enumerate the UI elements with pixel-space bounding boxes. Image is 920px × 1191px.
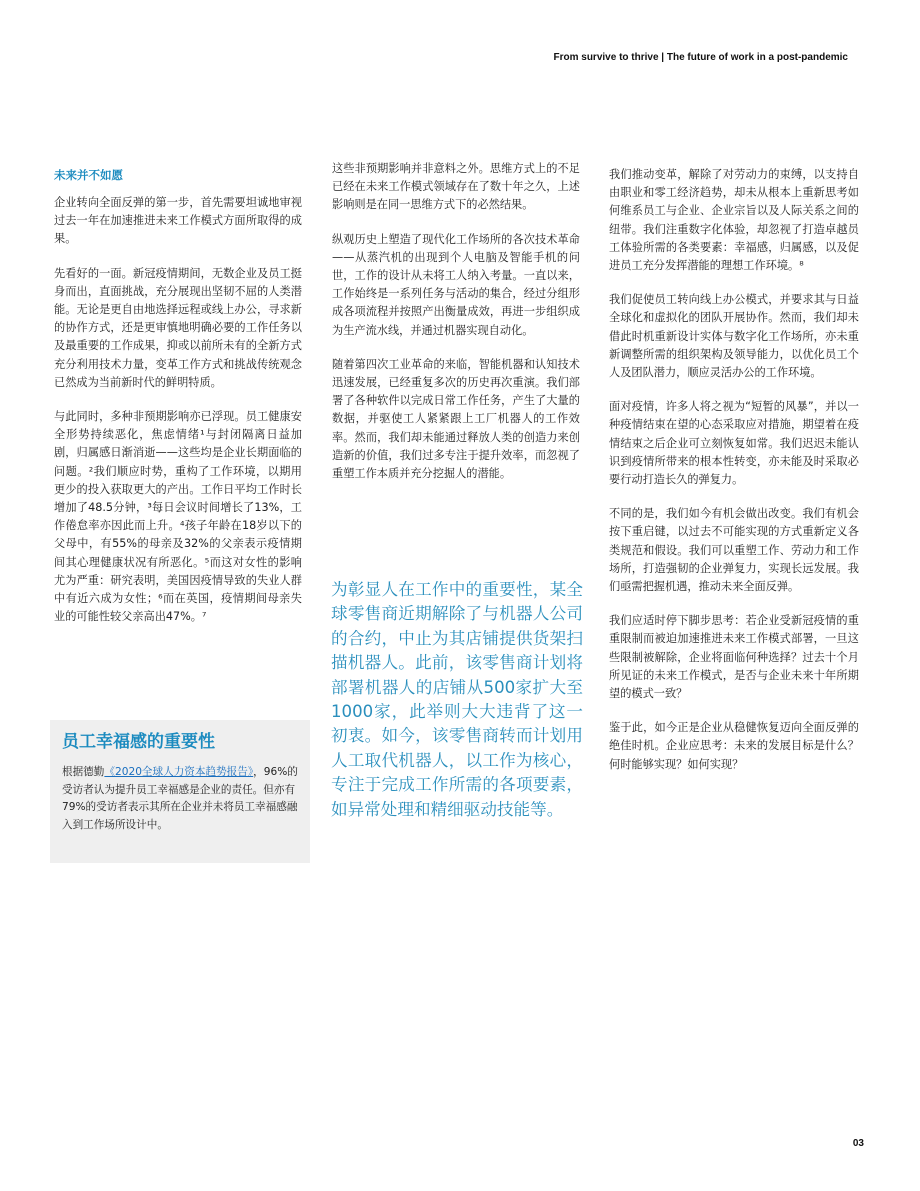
paragraph: 我们促使员工转向线上办公模式，并要求其与日益全球化和虚拟化的团队开展协作。然而，我们却未借此时机重新设计实体与数字化工作场所，亦未重新调整所需的组织架构及领导能力，以优化员工个人及团队潜力，顺应灵活办公的工作环境。	[609, 293, 859, 380]
paragraph: 这些非预期影响并非意料之外。思维方式上的不足已经在未来工作模式领域存在了数十年之久，上述影响则是在同一思维方式下的必然结果。	[332, 162, 580, 212]
callout-title: 员工幸福感的重要性	[62, 732, 215, 752]
running-header: From survive to thrive | The future of work in a post-pandemic	[553, 52, 848, 63]
paragraph: 企业转向全面反弹的第一步，首先需要坦诚地审视过去一年在加速推进未来工作模式方面所取得的成果。	[54, 196, 302, 246]
column-right	[609, 166, 859, 790]
callout-body	[62, 764, 300, 834]
report-link[interactable]: 《2020全球人力资本趋势报告》	[104, 766, 254, 778]
paragraph: 纵观历史上塑造了现代化工作场所的各次技术革命——从蒸汽机的出现到个人电脑及智能手机的问世，工作的设计从未将工人纳入考量。一直以来，工作始终是一系列任务与活动的集合，经过分组形成各项流程并按照产出衡量成效，再进一步组织成为生产流水线，并通过机器实现自动化。	[332, 232, 580, 337]
wellbeing-callout-box	[50, 720, 310, 863]
paragraph: 随着第四次工业革命的来临，智能机器和认知技术迅速发展，已经重复多次的历史再次重演。我们部署了各种软件以完成日常工作任务，产生了大量的数据，并驱使工人紧紧跟上工厂机器人的工作效率。然而，我们却未能通过释放人类的创造力来创造新的价值，我们过多专注于提升效率，而忽视了重塑工作本质并充分挖掘人的潜能。	[332, 357, 580, 481]
callout-body-suffix: ，96%的受访者认为提升员工幸福感是企业的责任。但亦有79%的受访者表示其所在企业并未将员工幸福感融入到工作场所设计中。	[62, 766, 298, 831]
paragraph: 我们应适时停下脚步思考：若企业受新冠疫情的重重限制而被迫加速推进未来工作模式部署，一旦这些限制被解除，企业将面临何种选择？过去十个月所见证的未来工作模式，是否与企业未来十年所期望的模式一致？	[609, 614, 859, 701]
paragraph: 先看好的一面。新冠疫情期间，无数企业及员工挺身而出，直面挑战，充分展现出坚韧不屈的人类潜能。无论是更自由地选择远程或线上办公，寻求新的协作方式，还是更审慎地明确必要的工作任务以及最重要的工作成果，抑或以前所未有的全新方式充分利用技术力量，变革工作方式和挑战传统观念已然成为当前新时代的鲜明特质。	[54, 266, 302, 389]
column-middle	[332, 160, 580, 499]
paragraph: 与此同时，多种非预期影响亦已浮现。员工健康安全形势持续恶化，焦虑情绪¹与封闭隔离日益加剧，归属感日渐消逝——这些均是企业长期面临的问题。²我们顺应时势，重构了工作环境，以期用更少的投入获取更大的产出。工作日平均工作时长增加了48.5分钟，³每日会议时间增长了13%，工作倦怠率亦因此而上升。⁴孩子年龄在18岁以下的父母中，有55%的母亲及32%的父亲表示疫情期间其心理健康状况有所恶化。⁵而这对女性的影响尤为严重：研究表明，美国因疫情导致的失业人群中有近六成为女性；⁶而在英国，疫情期间母亲失业的可能性较父亲高出47%。⁷	[54, 410, 302, 624]
page-number: 03	[852, 1138, 864, 1149]
column-left	[54, 166, 302, 642]
paragraph: 面对疫情，许多人将之视为“短暂的风暴”，并以一种疫情结束在望的心态采取应对措施，期望着在疫情结束之后企业可立刻恢复如常。我们迟迟未能认识到疫情所带来的根本性转变，亦未能及时采取必要行动打造长久的弹复力。	[609, 400, 859, 487]
paragraph: 鉴于此，如今正是企业从稳健恢复迈向全面反弹的绝佳时机。企业应思考：未来的发展目标是什么？何时能够实现？如何实现？	[609, 721, 859, 771]
section-heading: 未来并不如愿	[54, 168, 123, 182]
pull-quote: 为彰显人在工作中的重要性，某全球零售商近期解除了与机器人公司的合约，中止为其店铺提供货架扫描机器人。此前，该零售商计划将部署机器人的店铺从500家扩大至1000家，此举则大大违背了这一初衷。如今，该零售商转而计划用人工取代机器人，以工作为核心，专注于完成工作所需的各项要素，如异常处理和精细驱动技能等。	[331, 580, 583, 819]
paragraph: 不同的是，我们如今有机会做出改变。我们有机会按下重启键，以过去不可能实现的方式重新定义各类规范和假设。我们可以重塑工作、劳动力和工作场所，打造强韧的企业弹复力，实现长远发展。我们亟需把握机遇，推动未来全面反弹。	[609, 507, 859, 594]
callout-body-prefix: 根据德勤	[62, 766, 105, 778]
paragraph: 我们推动变革，解除了对劳动力的束缚，以支持自由职业和零工经济趋势，却未从根本上重新思考如何维系员工与企业、企业宗旨以及人际关系之间的纽带。我们注重数字化体验，却忽视了打造卓越员工体验所需的各类要素：幸福感，归属感，以及促进员工充分发挥潜能的理想工作环境。⁸	[609, 168, 859, 273]
